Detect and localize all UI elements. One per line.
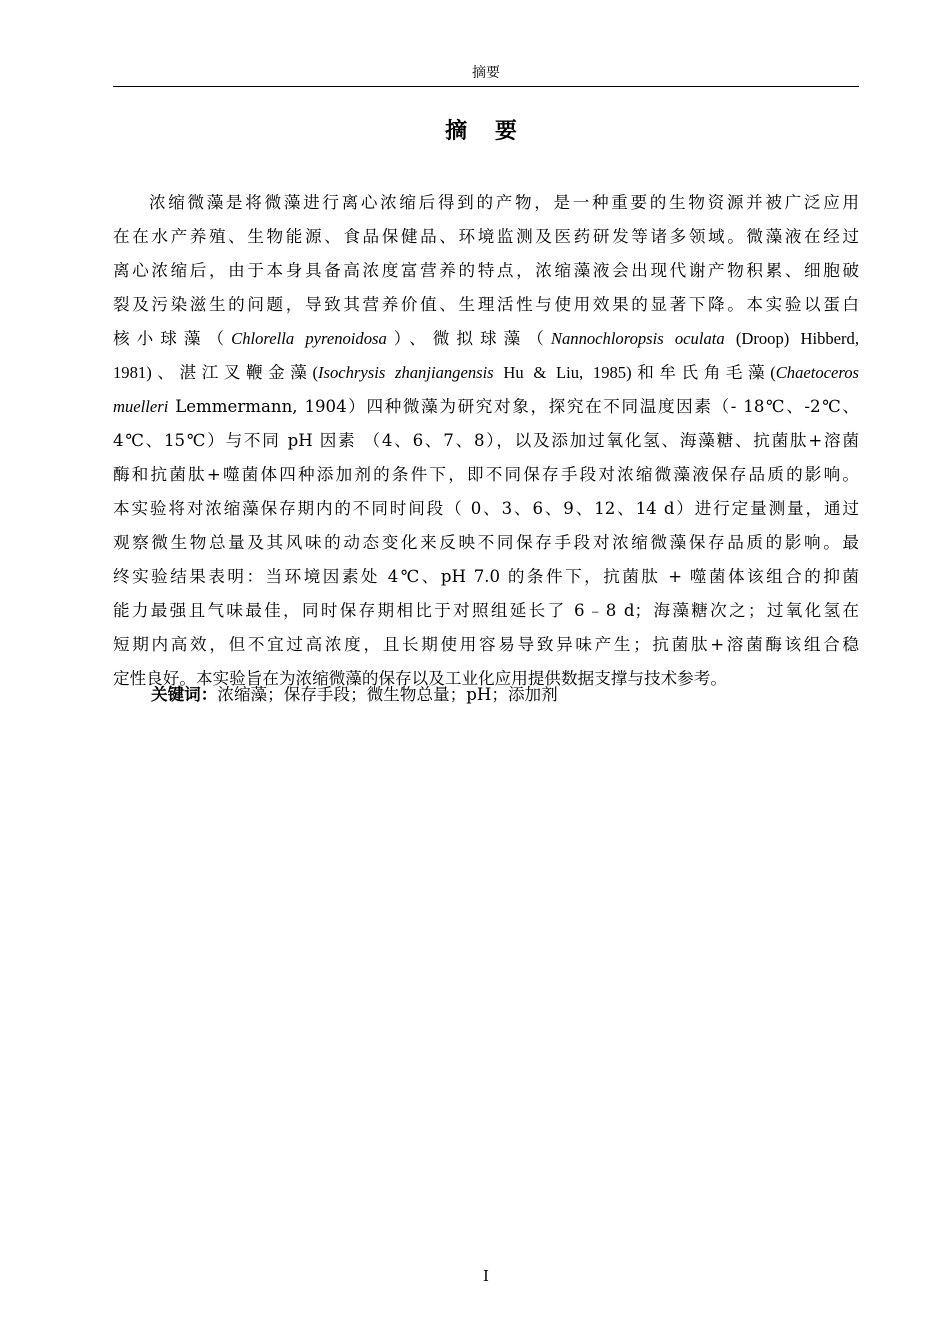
text-run: 核小球藻（: [113, 329, 232, 348]
text-run: 1981)、湛江叉鞭金藻(: [113, 363, 318, 382]
abstract-body: [113, 186, 859, 696]
keywords-label: 关键词：: [151, 685, 218, 704]
species-name: Nannochloropsis oculata: [550, 329, 725, 348]
abstract-line: 能力最强且气味最佳，同时保存期相比于对照组延长了 6﹣8 d；海藻糖次之；过氧化氢在: [113, 601, 859, 620]
abstract-line: [113, 356, 859, 390]
page-number: I: [483, 1267, 489, 1285]
page-title: 摘 要: [445, 119, 527, 144]
abstract-line: 定性良好。本实验旨在为浓缩微藻的保存以及工业化应用提供数据支撑与技术参考。: [113, 669, 727, 688]
text-run: Hu & Liu, 1985)和牟氏角毛藻(: [493, 363, 776, 382]
abstract-line: 酶和抗菌肽+噬菌体四种添加剂的条件下，即不同保存手段对浓缩微藻液保存品质的影响。: [113, 465, 859, 484]
keywords-text: 浓缩藻；保存手段；微生物总量；pH；添加剂: [217, 685, 558, 704]
header-rule: [113, 86, 859, 87]
abstract-line: 在在水产养殖、生物能源、食品保健品、环境监测及医药研发等诸多领域。微藻液在经过: [113, 227, 859, 246]
abstract-line: 本实验将对浓缩藻保存期内的不同时间段（ 0、3、6、9、12、14 d）进行定量测量，通过: [113, 499, 859, 518]
keywords: [151, 678, 859, 712]
species-name: Chaetoceros: [775, 363, 859, 382]
text-run: Lemmermann, 1904）四种微藻为研究对象，探究在不同温度因素（- 18℃、-2℃、: [168, 397, 859, 416]
running-header: 摘要: [472, 65, 500, 81]
abstract-line: 短期内高效，但不宜过高浓度，且长期使用容易导致异味产生；抗菌肽+溶菌酶该组合稳: [113, 635, 859, 654]
text-run: (Droop) Hibberd,: [724, 329, 859, 348]
abstract-line: 终实验结果表明：当环境因素处 4℃、pH 7.0 的条件下，抗菌肽 + 噬菌体该组合的抑菌: [113, 567, 859, 586]
abstract-line: [113, 322, 859, 356]
text-run: ）、微拟球藻（: [386, 329, 551, 348]
species-name: muelleri: [113, 397, 169, 416]
abstract-line: 离心浓缩后，由于本身具备高浓度富营养的特点，浓缩藻液会出现代谢产物积累、细胞破: [113, 261, 859, 280]
abstract-line: 4℃、15℃）与不同 pH 因素 （4、6、7、8），以及添加过氧化氢、海藻糖、抗菌肽+溶菌: [113, 431, 859, 450]
abstract-line: [113, 390, 859, 424]
abstract-line: 浓缩微藻是将微藻进行离心浓缩后得到的产物，是一种重要的生物资源并被广泛应用: [149, 193, 859, 212]
species-name: Chlorella pyrenoidosa: [231, 329, 387, 348]
species-name: Isochrysis zhanjiangensis: [317, 363, 494, 382]
abstract-line: 观察微生物总量及其风味的动态变化来反映不同保存手段对浓缩微藻保存品质的影响。最: [113, 533, 859, 552]
abstract-line: 裂及污染滋生的问题，导致其营养价值、生理活性与使用效果的显著下降。本实验以蛋白: [113, 295, 859, 314]
